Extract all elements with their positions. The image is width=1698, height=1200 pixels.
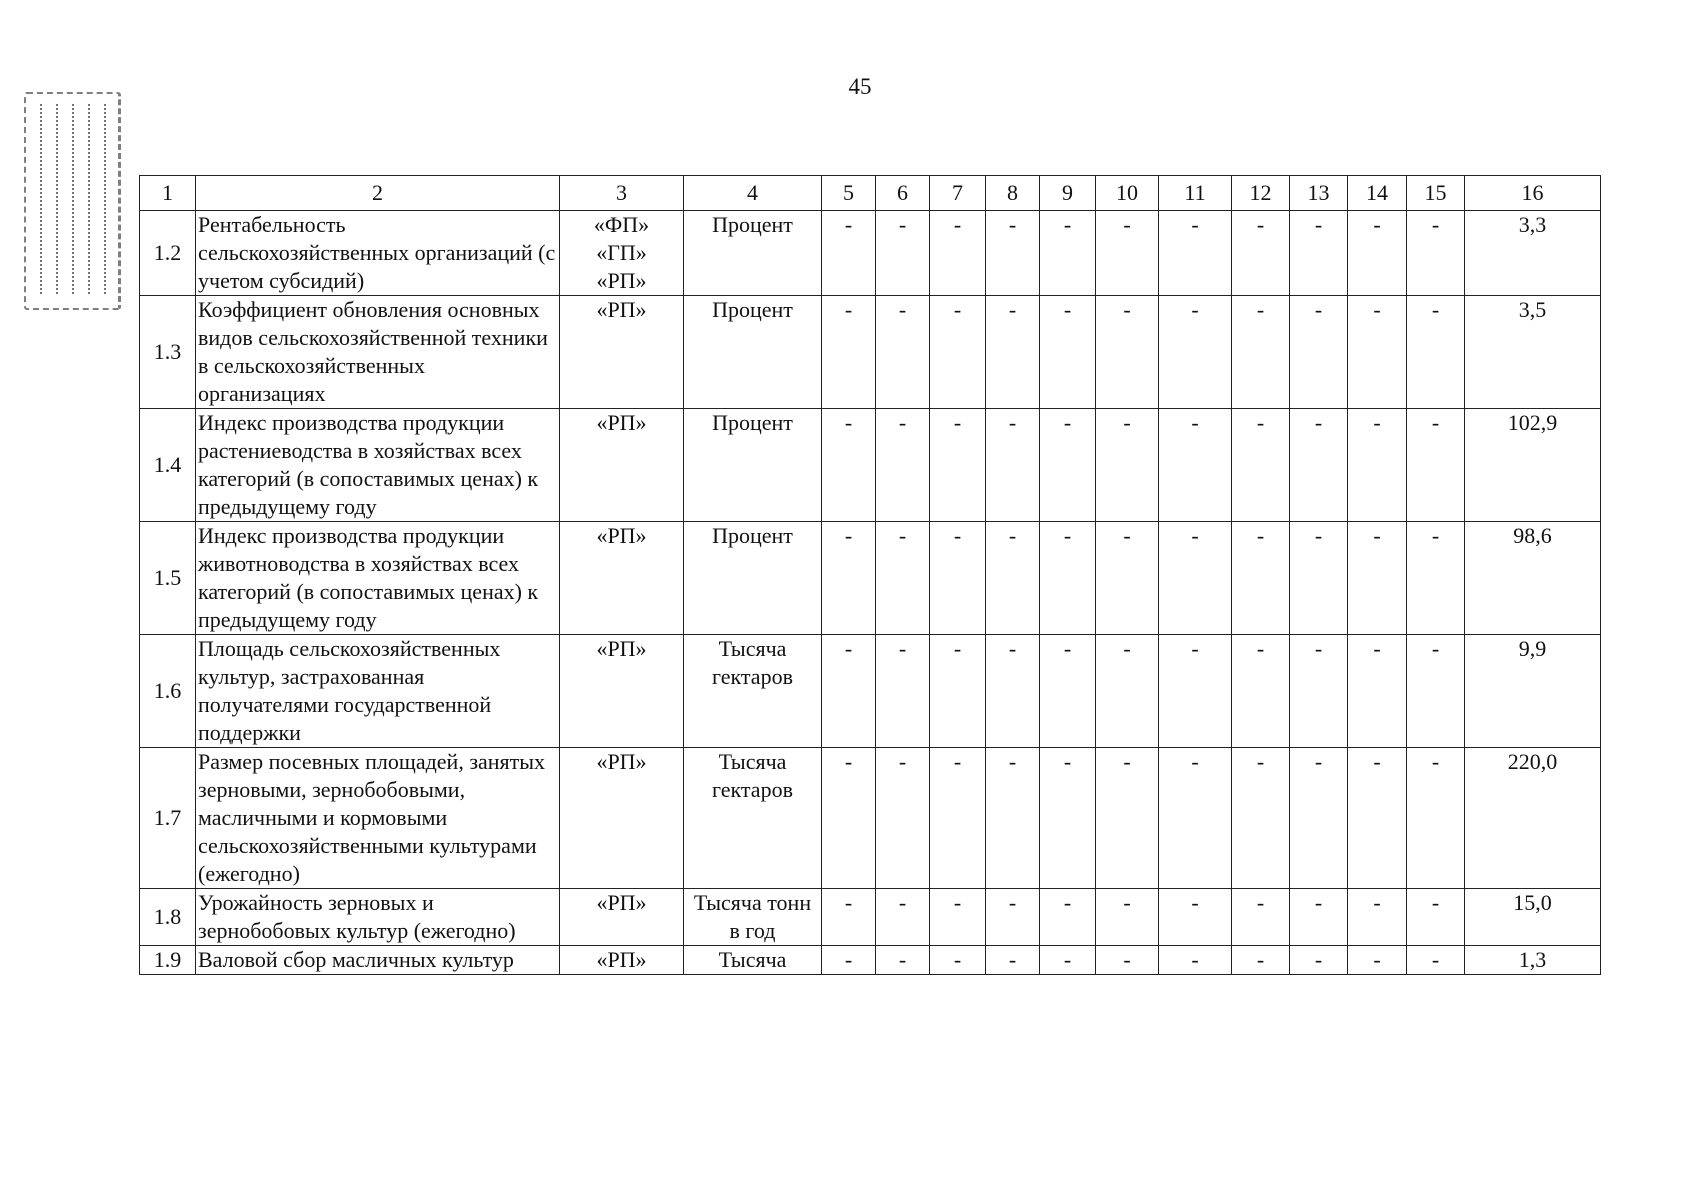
source-label: «РП» [596, 268, 647, 293]
header-cell: 16 [1465, 176, 1601, 211]
table-row [140, 748, 1601, 889]
year-value-cell: - [1348, 889, 1407, 946]
header-cell: 5 [822, 176, 876, 211]
header-cell: 6 [876, 176, 930, 211]
year-value-cell: - [1232, 522, 1290, 635]
unit-cell: Процент [684, 409, 822, 522]
source-cell [560, 296, 684, 409]
target-value-cell: 3,5 [1465, 296, 1601, 409]
indicator-name: Рентабельность сельскохозяйственных организаций (с учетом субсидий) [196, 211, 560, 296]
source-label: «ГП» [596, 240, 647, 265]
year-value-cell: - [1407, 522, 1465, 635]
source-label: «РП» [596, 947, 647, 972]
target-value-cell: 9,9 [1465, 635, 1601, 748]
year-value-cell: - [986, 748, 1040, 889]
header-cell: 10 [1096, 176, 1159, 211]
year-value-cell: - [1040, 296, 1096, 409]
year-value-cell: - [876, 522, 930, 635]
source-label: «РП» [596, 523, 647, 548]
year-value-cell: - [1159, 889, 1232, 946]
year-value-cell: - [876, 211, 930, 296]
indicator-name: Коэффициент обновления основных видов сельскохозяйственной техники в сельскохозяйственных организациях [196, 296, 560, 409]
year-value-cell: - [1096, 748, 1159, 889]
row-number: 1.6 [140, 635, 196, 748]
year-value-cell: - [1096, 889, 1159, 946]
year-value-cell: - [930, 889, 986, 946]
source-label: «РП» [596, 636, 647, 661]
year-value-cell: - [822, 409, 876, 522]
year-value-cell: - [1290, 211, 1348, 296]
year-value-cell: - [1290, 409, 1348, 522]
source-label: «РП» [596, 890, 647, 915]
indicator-name: Индекс производства продукции животноводства в хозяйствах всех категорий (в сопоставимых ценах) к предыдущему году [196, 522, 560, 635]
source-cell [560, 748, 684, 889]
header-cell: 9 [1040, 176, 1096, 211]
year-value-cell: - [1040, 522, 1096, 635]
year-value-cell: - [1040, 748, 1096, 889]
row-number: 1.9 [140, 946, 196, 975]
header-cell: 7 [930, 176, 986, 211]
year-value-cell: - [1348, 946, 1407, 975]
year-value-cell: - [1348, 296, 1407, 409]
table-header-row [140, 176, 1601, 211]
indicator-name: Урожайность зерновых и зернобобовых культур (ежегодно) [196, 889, 560, 946]
year-value-cell: - [1407, 946, 1465, 975]
unit-cell: Тысяча тонн в год [684, 889, 822, 946]
unit-cell: Тысяча гектаров [684, 635, 822, 748]
header-cell: 12 [1232, 176, 1290, 211]
year-value-cell: - [1407, 296, 1465, 409]
header-cell: 8 [986, 176, 1040, 211]
year-value-cell: - [986, 946, 1040, 975]
header-cell: 11 [1159, 176, 1232, 211]
year-value-cell: - [1348, 748, 1407, 889]
registration-stamp [24, 92, 121, 310]
source-cell [560, 211, 684, 296]
year-value-cell: - [1232, 635, 1290, 748]
year-value-cell: - [1040, 635, 1096, 748]
year-value-cell: - [1159, 946, 1232, 975]
year-value-cell: - [822, 889, 876, 946]
year-value-cell: - [1159, 522, 1232, 635]
year-value-cell: - [930, 409, 986, 522]
unit-cell: Процент [684, 296, 822, 409]
year-value-cell: - [876, 635, 930, 748]
year-value-cell: - [1096, 635, 1159, 748]
row-number: 1.3 [140, 296, 196, 409]
year-value-cell: - [1407, 889, 1465, 946]
header-cell: 15 [1407, 176, 1465, 211]
indicator-name: Площадь сельскохозяйственных культур, застрахованная получателями государственной поддержки [196, 635, 560, 748]
source-cell [560, 409, 684, 522]
year-value-cell: - [1159, 296, 1232, 409]
year-value-cell: - [876, 409, 930, 522]
year-value-cell: - [930, 748, 986, 889]
year-value-cell: - [876, 889, 930, 946]
header-cell: 2 [196, 176, 560, 211]
year-value-cell: - [822, 635, 876, 748]
row-number: 1.4 [140, 409, 196, 522]
year-value-cell: - [1232, 211, 1290, 296]
source-cell [560, 522, 684, 635]
year-value-cell: - [1348, 211, 1407, 296]
year-value-cell: - [986, 522, 1040, 635]
source-cell [560, 635, 684, 748]
indicator-name: Размер посевных площадей, занятых зерновыми, зернобобовыми, масличными и кормовыми сельскохозяйственными культурами (ежегодно) [196, 748, 560, 889]
year-value-cell: - [1040, 946, 1096, 975]
table-row [140, 635, 1601, 748]
year-value-cell: - [1159, 748, 1232, 889]
indicator-name: Валовой сбор масличных культур [196, 946, 560, 975]
source-cell [560, 946, 684, 975]
table-row [140, 889, 1601, 946]
target-value-cell: 98,6 [1465, 522, 1601, 635]
year-value-cell: - [986, 409, 1040, 522]
target-value-cell: 1,3 [1465, 946, 1601, 975]
year-value-cell: - [1040, 889, 1096, 946]
year-value-cell: - [930, 522, 986, 635]
page-number: 45 [848, 74, 872, 99]
year-value-cell: - [986, 889, 1040, 946]
table-row [140, 296, 1601, 409]
year-value-cell: - [822, 946, 876, 975]
target-value-cell: 15,0 [1465, 889, 1601, 946]
year-value-cell: - [876, 296, 930, 409]
year-value-cell: - [1290, 946, 1348, 975]
row-number: 1.7 [140, 748, 196, 889]
year-value-cell: - [1232, 748, 1290, 889]
unit-cell: Процент [684, 522, 822, 635]
year-value-cell: - [1407, 409, 1465, 522]
table-row [140, 409, 1601, 522]
source-cell [560, 889, 684, 946]
source-label: «РП» [596, 297, 647, 322]
year-value-cell: - [1232, 889, 1290, 946]
target-value-cell: 3,3 [1465, 211, 1601, 296]
unit-cell: Тысяча гектаров [684, 748, 822, 889]
year-value-cell: - [1096, 946, 1159, 975]
year-value-cell: - [986, 211, 1040, 296]
year-value-cell: - [1407, 211, 1465, 296]
row-number: 1.2 [140, 211, 196, 296]
header-cell: 1 [140, 176, 196, 211]
year-value-cell: - [930, 296, 986, 409]
year-value-cell: - [1040, 409, 1096, 522]
year-value-cell: - [1096, 211, 1159, 296]
header-cell: 13 [1290, 176, 1348, 211]
row-number: 1.8 [140, 889, 196, 946]
indicators-table [139, 175, 1601, 975]
year-value-cell: - [1290, 522, 1348, 635]
header-cell: 4 [684, 176, 822, 211]
source-label: «РП» [596, 749, 647, 774]
year-value-cell: - [1040, 211, 1096, 296]
year-value-cell: - [1096, 522, 1159, 635]
year-value-cell: - [1290, 748, 1348, 889]
header-cell: 3 [560, 176, 684, 211]
year-value-cell: - [822, 211, 876, 296]
year-value-cell: - [1407, 635, 1465, 748]
source-label: «ФП» [593, 212, 650, 237]
year-value-cell: - [822, 748, 876, 889]
year-value-cell: - [1159, 409, 1232, 522]
year-value-cell: - [986, 635, 1040, 748]
target-value-cell: 220,0 [1465, 748, 1601, 889]
year-value-cell: - [930, 946, 986, 975]
row-number: 1.5 [140, 522, 196, 635]
year-value-cell: - [930, 211, 986, 296]
year-value-cell: - [822, 296, 876, 409]
year-value-cell: - [876, 748, 930, 889]
target-value-cell: 102,9 [1465, 409, 1601, 522]
indicator-name: Индекс производства продукции растениеводства в хозяйствах всех категорий (в сопоставимых ценах) к предыдущему году [196, 409, 560, 522]
table-row [140, 522, 1601, 635]
year-value-cell: - [1407, 748, 1465, 889]
year-value-cell: - [930, 635, 986, 748]
year-value-cell: - [986, 296, 1040, 409]
year-value-cell: - [822, 522, 876, 635]
table-row [140, 211, 1601, 296]
year-value-cell: - [1232, 296, 1290, 409]
year-value-cell: - [1290, 635, 1348, 748]
year-value-cell: - [1348, 522, 1407, 635]
year-value-cell: - [1348, 635, 1407, 748]
header-cell: 14 [1348, 176, 1407, 211]
year-value-cell: - [1232, 946, 1290, 975]
source-label: «РП» [596, 410, 647, 435]
year-value-cell: - [1290, 889, 1348, 946]
year-value-cell: - [1159, 211, 1232, 296]
table-row [140, 946, 1601, 975]
unit-cell: Процент [684, 211, 822, 296]
year-value-cell: - [1159, 635, 1232, 748]
year-value-cell: - [1096, 296, 1159, 409]
year-value-cell: - [1232, 409, 1290, 522]
year-value-cell: - [1348, 409, 1407, 522]
year-value-cell: - [1290, 296, 1348, 409]
year-value-cell: - [1096, 409, 1159, 522]
year-value-cell: - [876, 946, 930, 975]
unit-cell: Тысяча [684, 946, 822, 975]
